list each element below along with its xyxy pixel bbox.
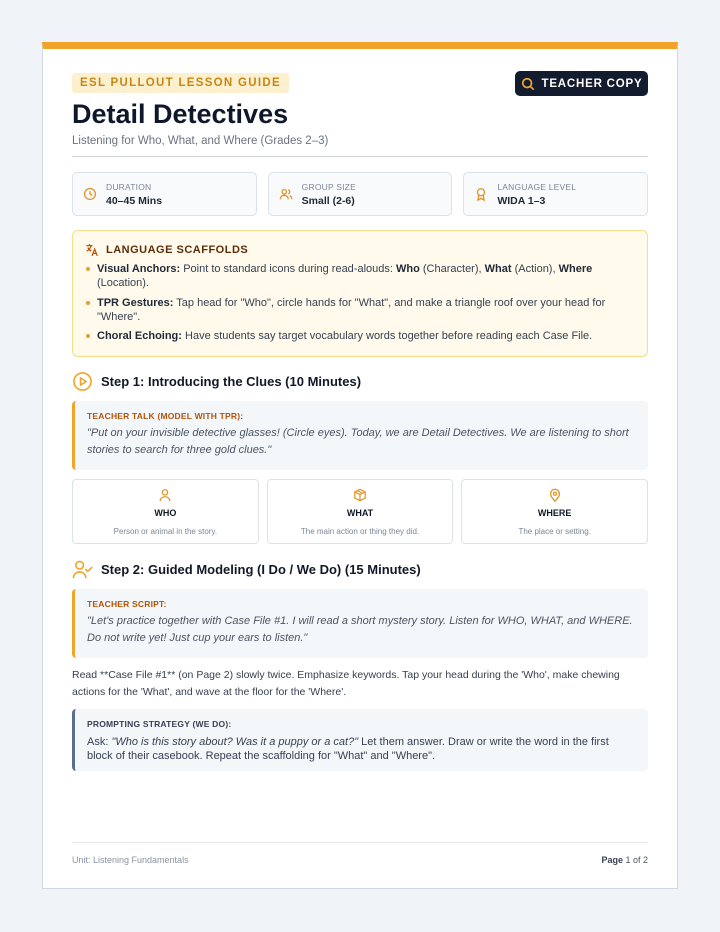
box-icon [353, 488, 367, 502]
page-content [72, 49, 648, 888]
meta-duration [72, 172, 257, 216]
clue-title: WHERE [537, 508, 572, 518]
teacher-script-callout [72, 589, 648, 658]
teacher-copy-button[interactable] [515, 71, 648, 96]
meta-value: 40–45 Mins [106, 194, 163, 207]
header-divider [72, 156, 648, 157]
meta-label: GROUP SIZE [301, 181, 356, 192]
page-subtitle: Listening for Who, What, and Where (Grades 2–3) [72, 135, 329, 147]
scaffolds-heading [85, 243, 248, 257]
search-icon [521, 77, 535, 91]
teacher-copy-label: TEACHER COPY [541, 77, 643, 90]
clue-desc: Person or animal in the story. [113, 527, 218, 536]
teacher-talk-callout [72, 401, 648, 470]
clue-card-what [267, 479, 454, 544]
callout-quote: "Put on your invisible detective glasses! (Circle eyes). Today, we are Detail Detectives. We are listening to short stories to search for three gold clues." [87, 427, 629, 456]
lesson-page [42, 42, 678, 889]
step-1-heading [72, 371, 361, 392]
eyebrow-badge: ESL PULLOUT LESSON GUIDE [72, 73, 289, 93]
clue-card-where [461, 479, 648, 544]
footer-unit: Unit: Listening Fundamentals [72, 855, 189, 865]
meta-label: DURATION [106, 181, 152, 192]
clue-card-who [72, 479, 259, 544]
translate-icon [85, 243, 99, 257]
list-item: TPR Gestures: Tap head for "Who", circle hands for "What", and make a triangle roof over your head for "Where". [85, 296, 635, 324]
list-item: Choral Echoing: Have students say target vocabulary words together before reading each Case File. [85, 329, 635, 343]
user-check-icon [72, 559, 93, 580]
meta-value: Small (2-6) [301, 194, 355, 207]
person-icon [158, 488, 172, 502]
clue-desc: The place or setting. [518, 527, 591, 536]
scaffolds-list [85, 262, 635, 349]
step-1-title: Step 1: Introducing the Clues (10 Minutes) [101, 374, 362, 389]
callout-label: PROMPTING STRATEGY (WE DO): [87, 719, 232, 729]
footer-page-number: Page 1 of 2 [601, 855, 648, 865]
meta-language-level [463, 172, 648, 216]
meta-label: LANGUAGE LEVEL [497, 181, 577, 192]
step-2-title: Step 2: Guided Modeling (I Do / We Do) (15 Minutes) [101, 562, 421, 577]
callout-label: TEACHER SCRIPT: [87, 599, 167, 609]
clue-title: WHO [154, 508, 177, 518]
callout-label: TEACHER TALK (MODEL WITH TPR): [87, 411, 244, 421]
page-title: Detail Detectives [72, 99, 289, 129]
users-icon [279, 187, 293, 201]
clock-icon [83, 187, 97, 201]
instruction-paragraph: Read **Case File #1** (on Page 2) slowly twice. Emphasize keywords. Tap your head during the 'Who', make chewing actions for the 'What', and wave at the floor for the 'Where'. [72, 669, 620, 698]
map-pin-icon [548, 488, 562, 502]
play-circle-icon [72, 371, 93, 392]
prompting-strategy-callout [72, 709, 648, 771]
meta-value: WIDA 1–3 [497, 194, 546, 207]
step-2-heading [72, 559, 421, 580]
meta-group-size [268, 172, 453, 216]
clue-cards [72, 479, 648, 544]
clue-desc: The main action or thing they did. [300, 527, 420, 536]
award-icon [474, 187, 488, 201]
clue-title: WHAT [346, 508, 374, 518]
list-item: Visual Anchors: Point to standard icons during read-alouds: Who (Character), What (Action), Where (Location). [85, 262, 635, 290]
strategy-body: Ask: "Who is this story about? Was it a puppy or a cat?" Let them answer. Draw or write the word in the first block of their casebook. Repeat the scaffolding for "What" and "Where". [87, 736, 609, 762]
footer-divider [72, 842, 648, 843]
callout-quote: "Let's practice together with Case File #1. I will read a short mystery story. Listen for WHO, WHAT, and WHERE. Do not write yet! Just cup your ears to listen." [87, 615, 633, 644]
language-scaffolds-box [72, 230, 648, 357]
meta-row [72, 172, 648, 216]
scaffolds-title: LANGUAGE SCAFFOLDS [106, 244, 249, 256]
